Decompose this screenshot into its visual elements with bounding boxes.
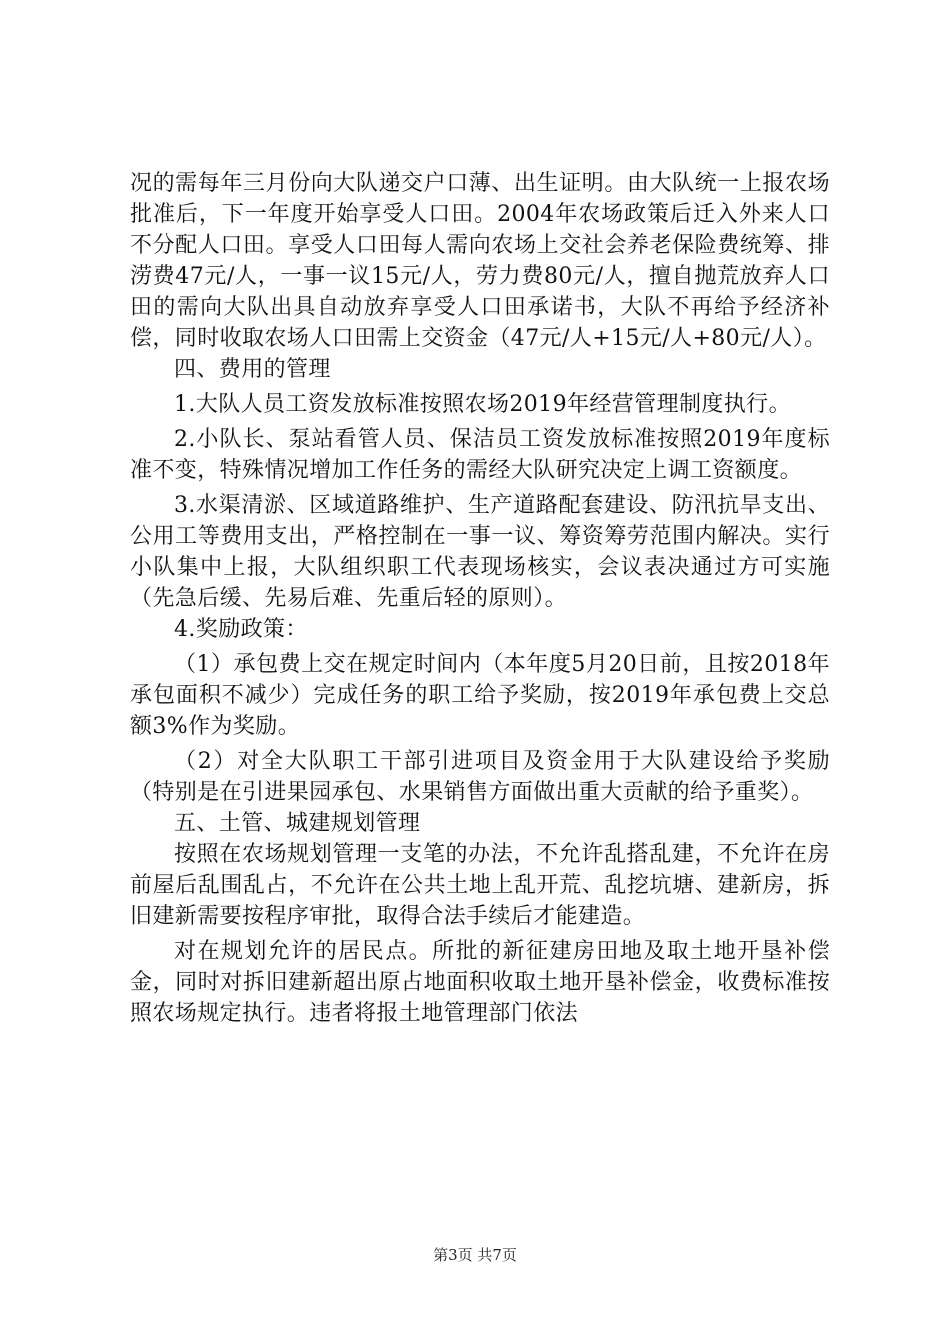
- section-heading-land-planning: 五、土管、城建规划管理: [174, 811, 421, 836]
- paragraph-compensation-rules: 对在规划允许的居民点。所批的新征建房田地及取土地开垦补偿金，同时对拆旧建新超出原占地面积收取土地开垦补偿金，收费标准按照农场规定执行。违者将报土地管理部门依法: [130, 939, 830, 1026]
- paragraph-fee-item-3: 3.水渠清淤、区域道路维护、生产道路配套建设、防汛抗旱支出、公用工等费用支出，严格控制在一事一议、筹资筹劳范围内解决。实行小队集中上报，大队组织职工代表现场核实，会议表决通过方可实施（先急后缓、先易后难、先重后轻的原则）。: [130, 493, 830, 611]
- paragraph-reward-policy: 4.奖励政策：: [174, 617, 308, 642]
- section-heading-fee-management: 四、费用的管理: [174, 357, 331, 382]
- paragraph-fee-item-2: 2.小队长、泵站看管人员、保洁员工资发放标准按照2019年度标准不变，特殊情况增加工作任务的需经大队研究决定上调工资额度。: [130, 427, 830, 483]
- paragraph-reward-item-2: （2）对全大队职工干部引进项目及资金用于大队建设给予奖励（特别是在引进果园承包、水果销售方面做出重大贡献的给予重奖）。: [130, 749, 830, 805]
- paragraph-population-land: 况的需每年三月份向大队递交户口薄、出生证明。由大队统一上报农场批准后，下一年度开始享受人口田。2004年农场政策后迁入外来人口不分配人口田。享受人口田每人需向农场上交社会养老保险费统筹、排涝费47元/人，一事一议15元/人，劳力费80元/人，擅自抛荒放弃人口田的需向大队出具自动放弃享受人口田承诺书，大队不再给予经济补偿，同时收取农场人口田需上交资金（47元/人+15元/人+80元/人）。: [130, 171, 830, 351]
- document-body: [130, 168, 830, 1029]
- page-number-footer: 第3页 共7页: [433, 1246, 517, 1264]
- paragraph-fee-item-1: 1.大队人员工资发放标准按照农场2019年经营管理制度执行。: [174, 392, 791, 417]
- paragraph-reward-item-1: （1）承包费上交在规定时间内（本年度5月20日前，且按2018年承包面积不减少）完成任务的职工给予奖励，按2019年承包费上交总额3%作为奖励。: [130, 652, 830, 739]
- paragraph-planning-rules: 按照在农场规划管理一支笔的办法，不允许乱搭乱建，不允许在房前屋后乱围乱占，不允许在公共土地上乱开荒、乱挖坑塘、建新房，拆旧建新需要按程序审批，取得合法手续后才能建造。: [130, 842, 830, 929]
